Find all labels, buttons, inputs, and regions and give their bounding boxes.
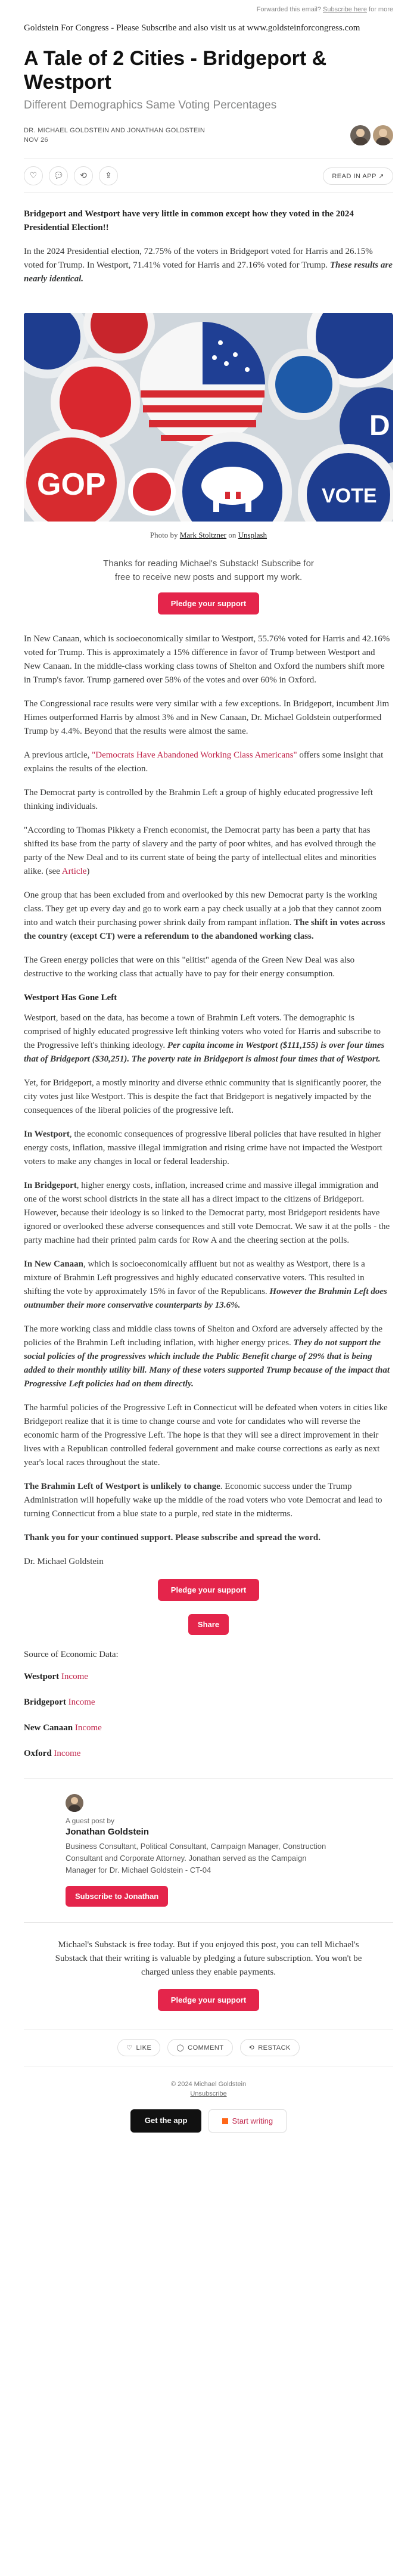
income-link[interactable]: Income: [61, 1672, 88, 1681]
bottom-action-bar: [24, 2029, 393, 2066]
svg-text:D: D: [369, 410, 390, 442]
read-in-app-button[interactable]: READ IN APP ↗: [323, 167, 393, 185]
substack-logo-icon: [222, 2118, 228, 2124]
copyright: © 2024 Michael Goldstein: [170, 2081, 247, 2088]
email-page: [24, 0, 393, 2149]
pledge-button[interactable]: Pledge your support: [158, 1989, 259, 2011]
paragraph: In Bridgeport, higher energy costs, inflation, increased crime and massive illegal immigration and one of the worst school districts in the state all has a direct impact to the citizens of Bridgeport. However, because their ideology is so linked to the Democrat party, most Bridgeport residents have ignored or overlooked these adverse consequences and still vote Democrat. We saw it at the polls - the party machine had their printed palm cards for Row A and the cheering section at the polls.: [24, 1181, 390, 1245]
pledge-button[interactable]: Pledge your support: [158, 1579, 259, 1601]
source-item: Westport Income: [24, 1672, 88, 1681]
comment-button[interactable]: ◯ COMMENT: [167, 2039, 232, 2056]
paragraph: The Green energy policies that were on this "elitist" agenda of the Green New Deal was also destructive to the working class that actually have to pay for their energy consumption.: [24, 955, 355, 979]
cta-pledge: [24, 1579, 393, 1601]
avatar[interactable]: [66, 1794, 83, 1812]
guest-label: A guest post by: [66, 1817, 115, 1825]
cta-pledge-footer: [24, 1989, 393, 2011]
paragraph: In Westport, the economic consequences of progressive liberal policies that have resulted in higher energy costs, inflation, massive illegal immigration and rising crime have not impacted the Westport voters to make any changes in local or federal leadership.: [24, 1129, 382, 1166]
like-button[interactable]: ♡ LIKE: [117, 2039, 160, 2056]
paragraph: In the 2024 Presidential election, 72.75% of the voters in Bridgeport voted for Harris and 26.15% voted for Trump. In Westport, 71.41% voted for Harris and 27.16% voted for Trump. These results are nearly identical.: [24, 247, 393, 284]
guest-bio: Business Consultant, Political Consultant, Campaign Manager, Construction Consultant and Corporate Attorney. Jonathan served as the Campaign Manager for Dr. Michael Goldstein - CT-04: [66, 1842, 326, 1874]
photographer-link[interactable]: Mark Stoltzner: [179, 530, 227, 539]
article-link[interactable]: Article: [61, 867, 87, 876]
restack-icon: ⟲: [248, 2044, 255, 2052]
share-icon[interactable]: ⇪: [99, 166, 118, 185]
paragraph: Thank you for your continued support. Please subscribe and spread the word.: [24, 1533, 321, 1543]
unsubscribe-link[interactable]: Unsubscribe: [190, 2090, 227, 2097]
paragraph: The harmful policies of the Progressive Left in Connecticut will be defeated when voters in cities like Bridgeport realize that it is time to change course and vote for candidates who will reverse the economic harm of the Progressive Left. The hope is that they will see a direct improvement in their lives with a Republican controlled federal government and make course corrections as early as next year's local races throughout the state.: [24, 1403, 388, 1467]
author-names[interactable]: DR. MICHAEL GOLDSTEIN AND JONATHAN GOLDSTEIN: [24, 127, 206, 134]
read-in-app-label: READ IN APP: [332, 172, 376, 180]
get-the-app-button[interactable]: Get the app: [130, 2109, 202, 2133]
share-button[interactable]: Share: [188, 1614, 229, 1635]
pledge-button[interactable]: Pledge your support: [158, 592, 259, 614]
subscribe-message: Thanks for reading Michael's Substack! Subscribe for free to receive new posts and support my work.: [103, 558, 314, 582]
heart-icon[interactable]: ♡: [24, 166, 43, 185]
heart-icon: ♡: [126, 2044, 133, 2052]
sources-heading: Source of Economic Data:: [24, 1650, 119, 1659]
source-item: Bridgeport Income: [24, 1697, 95, 1707]
comment-icon[interactable]: 💬︎: [49, 166, 68, 185]
post-title[interactable]: A Tale of 2 Cities - Bridgeport & Westport: [24, 47, 327, 94]
action-bar: [24, 159, 393, 193]
guest-author-box: [24, 1778, 393, 1923]
income-link[interactable]: Income: [54, 1749, 81, 1758]
free-message: Michael's Substack is free today. But if you enjoyed this post, you can tell Michael's Substack that their writing is valuable by pledging a future subscription. You won't be charged unless they enable payments.: [55, 1940, 362, 1977]
comment-icon: ◯: [176, 2044, 185, 2052]
subscribe-to-jonathan-button[interactable]: Subscribe to Jonathan: [66, 1886, 168, 1907]
restack-icon[interactable]: ⟲: [74, 166, 93, 185]
post-subtitle: Different Demographics Same Voting Percentages: [24, 99, 277, 111]
start-writing-button[interactable]: Start writing: [208, 2109, 287, 2133]
paragraph: One group that has been excluded from and overlooked by this new Democrat party is the working class. They get up every day and go to work earn a pay check usually at a job that they cannot zoom into and watch their purchasing power shrink daily from rampant inflation. The shift in votes across the country (except CT) were a referendum to the abandoned working class.: [24, 890, 385, 941]
footer: [24, 2080, 393, 2099]
paragraph: Bridgeport and Westport have very little in common except how they voted in the 2024 Presidential Election!!: [24, 209, 354, 232]
post-date: NOV 26: [24, 136, 48, 144]
hero-image[interactable]: [24, 313, 393, 522]
svg-text:VOTE: VOTE: [322, 485, 377, 507]
paragraph: In New Canaan, which is socioeconomically similar to Westport, 55.76% voted for Harris and 42.16% voted for Trump. This is approximately a 15% difference in favor of Trump between Westport and New Canaan. In the middle-class working class towns of Shelton and Oxford the numbers shift more in Trump's favor. Trump garnered over 58% of the votes and over 60% in Oxford.: [24, 634, 390, 685]
paragraph: "According to Thomas Pikkety a French economist, the Democrat party has been a party that has shifted its base from the party of slavery and the party of poor whites, and has evolved through the party of the New Deal and to its current state of being the party of intellectual elites and minorities alike. (see Article): [24, 825, 376, 876]
source-item: New Canaan Income: [24, 1723, 102, 1733]
paragraph: In New Canaan, which is socioeconomically affluent but not as wealthy as Westport, there is a mixture of Brahmin Left progressives and highly educated conservative voters. This resulted in shifting the vote by approximately 15% in favor of the Republicans. However the Brahmin Left does outnumber their more conservative counterparts by 13.6%.: [24, 1259, 387, 1310]
section-heading: Westport Has Gone Left: [24, 993, 117, 1003]
income-link[interactable]: Income: [68, 1697, 95, 1707]
unsplash-link[interactable]: Unsplash: [238, 530, 267, 539]
subscribe-here-link[interactable]: Subscribe here: [322, 6, 367, 13]
guest-name[interactable]: Jonathan Goldstein: [66, 1827, 150, 1837]
subscribe-box: [24, 557, 393, 614]
article-link[interactable]: "Democrats Have Abandoned Working Class Americans": [92, 750, 297, 760]
paragraph: The more working class and middle class towns of Shelton and Oxford are adversely affected by the policies of the Brahmin Left including inflation, with higher energy prices. They do not support the social policies of the progressives which include the Public Benefit charge of 29% that is being added to their monthly utility bill. Many of these voters supported Trump because of the impact that Progressive Left policies had on them directly.: [24, 1324, 390, 1389]
avatar[interactable]: [350, 125, 371, 145]
restack-button[interactable]: ⟲ RESTACK: [240, 2039, 300, 2056]
intro-text: Goldstein For Congress - Please Subscribe and also visit us at www.goldsteinforcongress.com: [24, 23, 360, 33]
paragraph: The Brahmin Left of Westport is unlikely to change. Economic success under the Trump Administration will hopefully wake up the middle of the road voters who vote Democrat and lead to turning Connecticut from a blue state to a purple, red state in the midterms.: [24, 1482, 382, 1519]
byline: [24, 125, 393, 145]
app-row: [24, 2109, 393, 2149]
source-item: Oxford Income: [24, 1749, 81, 1758]
image-caption: Photo by Mark Stoltzner on Unsplash: [150, 530, 267, 539]
paragraph: The Congressional race results were very similar with a few exceptions. In Bridgeport, incumbent Jim Himes outperformed Harris by almost 3% and in New Canaan, Dr. Michael Goldstein outperformed Trump by 4.4%. Beyond that the results were almost the same.: [24, 699, 390, 736]
paragraph: A previous article, "Democrats Have Abandoned Working Class Americans" offers some insight that explains the results of the election.: [24, 750, 384, 774]
svg-text:GOP: GOP: [37, 467, 106, 502]
forwarded-note: Forwarded this email? Subscribe here for more: [256, 6, 393, 13]
avatar[interactable]: [373, 125, 393, 145]
paragraph: Yet, for Bridgeport, a mostly minority and diverse ethnic community that is significantly poorer, the city votes just like Westport. This is despite the fact that Bridgeport is negatively impacted by the consequences of the liberal policies of the progressive left.: [24, 1078, 381, 1115]
income-link[interactable]: Income: [74, 1723, 102, 1733]
paragraph: The Democrat party is controlled by the Brahmin Left a group of highly educated progressive left thinking individuals.: [24, 788, 374, 811]
cta-share: [24, 1614, 393, 1635]
paragraph: Westport, based on the data, has become a town of Brahmin Left voters. The demographic is comprised of highly educated progressive left thinking voters who voted for Harris and subscribe to the Progressive left's thinking ideology. Per capita income in Westport ($111,155) is over four times that of Bridgeport ($30,251). The poverty rate in Bridgeport is almost four times that of Westport.: [24, 1013, 385, 1064]
signoff: Dr. Michael Goldstein: [24, 1557, 104, 1566]
